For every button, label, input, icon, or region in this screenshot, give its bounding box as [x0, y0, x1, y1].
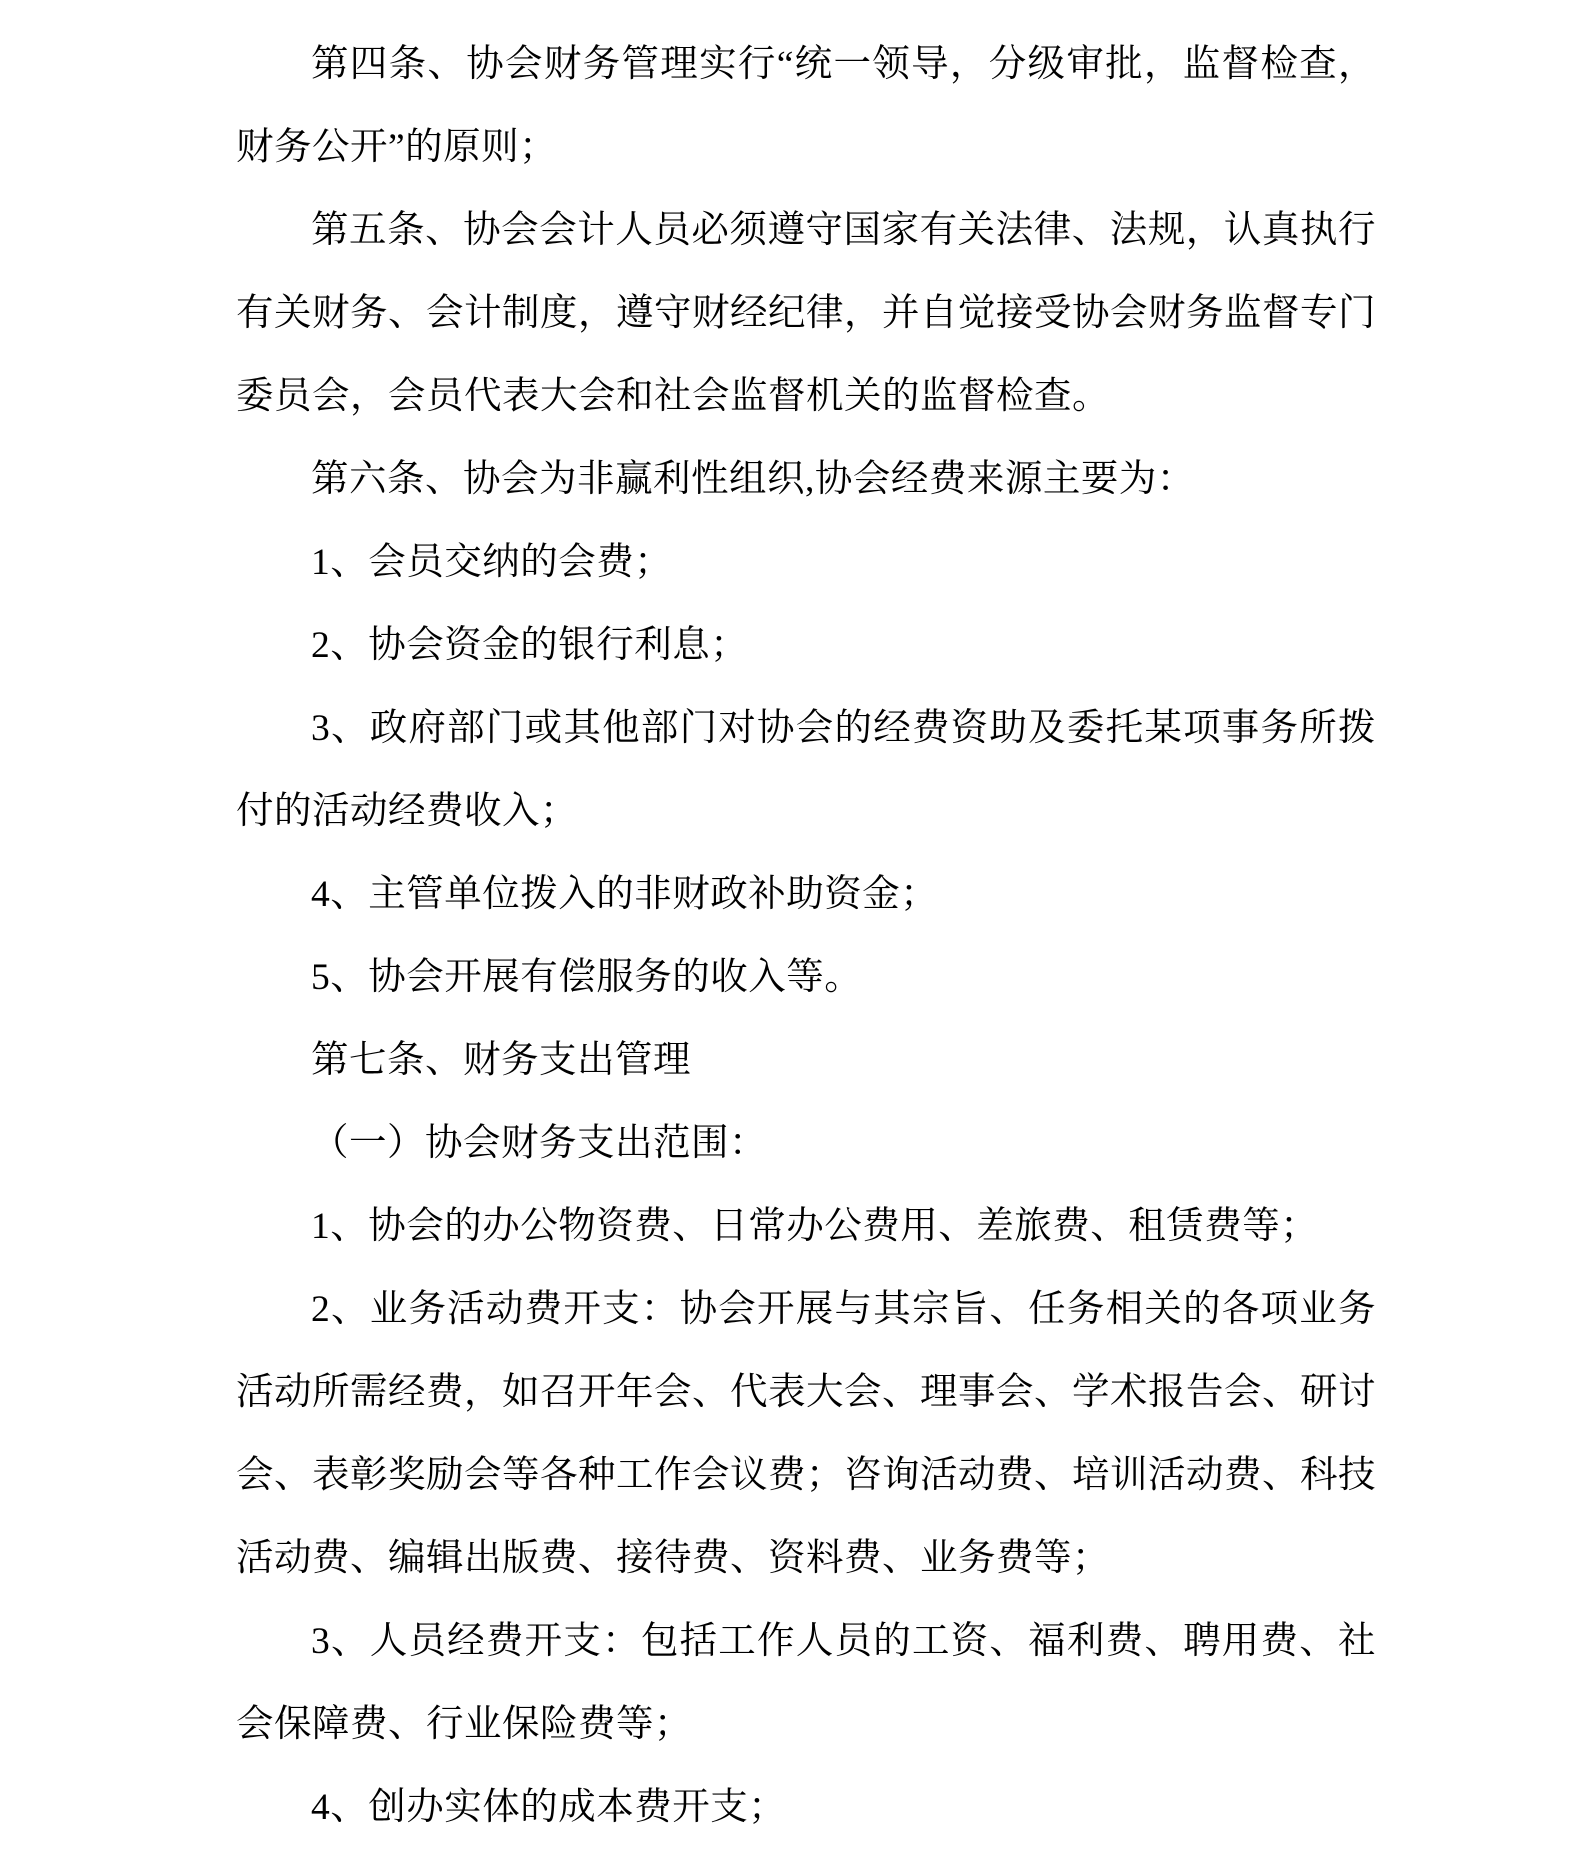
paragraph-expense-item-3 — [236, 1600, 1376, 1766]
doc-line: 1、协会的办公物资费、日常办公费用、差旅费、租赁费等； — [311, 1206, 1319, 1247]
paragraph-income-item-5 — [236, 936, 1376, 1019]
doc-line: 有关财务、会计制度，遵守财经纪律，并自觉接受协会财务监督专门 — [236, 293, 1376, 334]
doc-line: 第六条、协会为非赢利性组织,协会经费来源主要为： — [311, 459, 1195, 500]
doc-line: 4、主管单位拨入的非财政补助资金； — [311, 874, 939, 915]
doc-line: 活动费、编辑出版费、接待费、资料费、业务费等； — [236, 1538, 1110, 1579]
doc-line: 1、会员交纳的会费； — [311, 542, 673, 583]
doc-line: 5、协会开展有偿服务的收入等。 — [311, 957, 863, 998]
doc-line: 4、创办实体的成本费开支； — [311, 1787, 787, 1828]
paragraph-expense-item-1 — [236, 1185, 1376, 1268]
doc-line: 财务公开”的原则； — [236, 127, 558, 168]
doc-line: 2、业务活动费开支：协会开展与其宗旨、任务相关的各项业务 — [311, 1289, 1376, 1330]
doc-line: 2、协会资金的银行利息； — [311, 625, 749, 666]
paragraph-income-item-3 — [236, 687, 1376, 853]
doc-line: 第七条、财务支出管理 — [311, 1040, 691, 1081]
paragraph-article-4 — [236, 23, 1376, 189]
doc-line: 活动所需经费，如召开年会、代表大会、理事会、学术报告会、研讨 — [236, 1372, 1376, 1413]
doc-line: 第四条、协会财务管理实行“统一领导，分级审批，监督检查， — [311, 44, 1376, 85]
paragraph-income-item-4 — [236, 853, 1376, 936]
doc-line: 委员会，会员代表大会和社会监督机关的监督检查。 — [236, 376, 1110, 417]
doc-line: 第五条、协会会计人员必须遵守国家有关法律、法规，认真执行 — [311, 210, 1376, 251]
paragraph-article-6 — [236, 438, 1376, 521]
doc-line: 付的活动经费收入； — [236, 791, 578, 832]
paragraph-article-5 — [236, 189, 1376, 438]
paragraph-income-item-1 — [236, 521, 1376, 604]
paragraph-expense-item-2 — [236, 1268, 1376, 1600]
paragraph-article-7 — [236, 1019, 1376, 1102]
doc-line: 会保障费、行业保险费等； — [236, 1704, 692, 1745]
doc-line: 3、人员经费开支：包括工作人员的工资、福利费、聘用费、社 — [311, 1621, 1376, 1662]
doc-line: 3、政府部门或其他部门对协会的经费资助及委托某项事务所拨 — [311, 708, 1376, 749]
doc-line: （一）协会财务支出范围： — [311, 1123, 767, 1164]
paragraph-expense-item-4 — [236, 1766, 1376, 1849]
doc-line: 会、表彰奖励会等各种工作会议费；咨询活动费、培训活动费、科技 — [236, 1455, 1376, 1496]
paragraph-income-item-2 — [236, 604, 1376, 687]
paragraph-expense-scope-heading — [236, 1102, 1376, 1185]
